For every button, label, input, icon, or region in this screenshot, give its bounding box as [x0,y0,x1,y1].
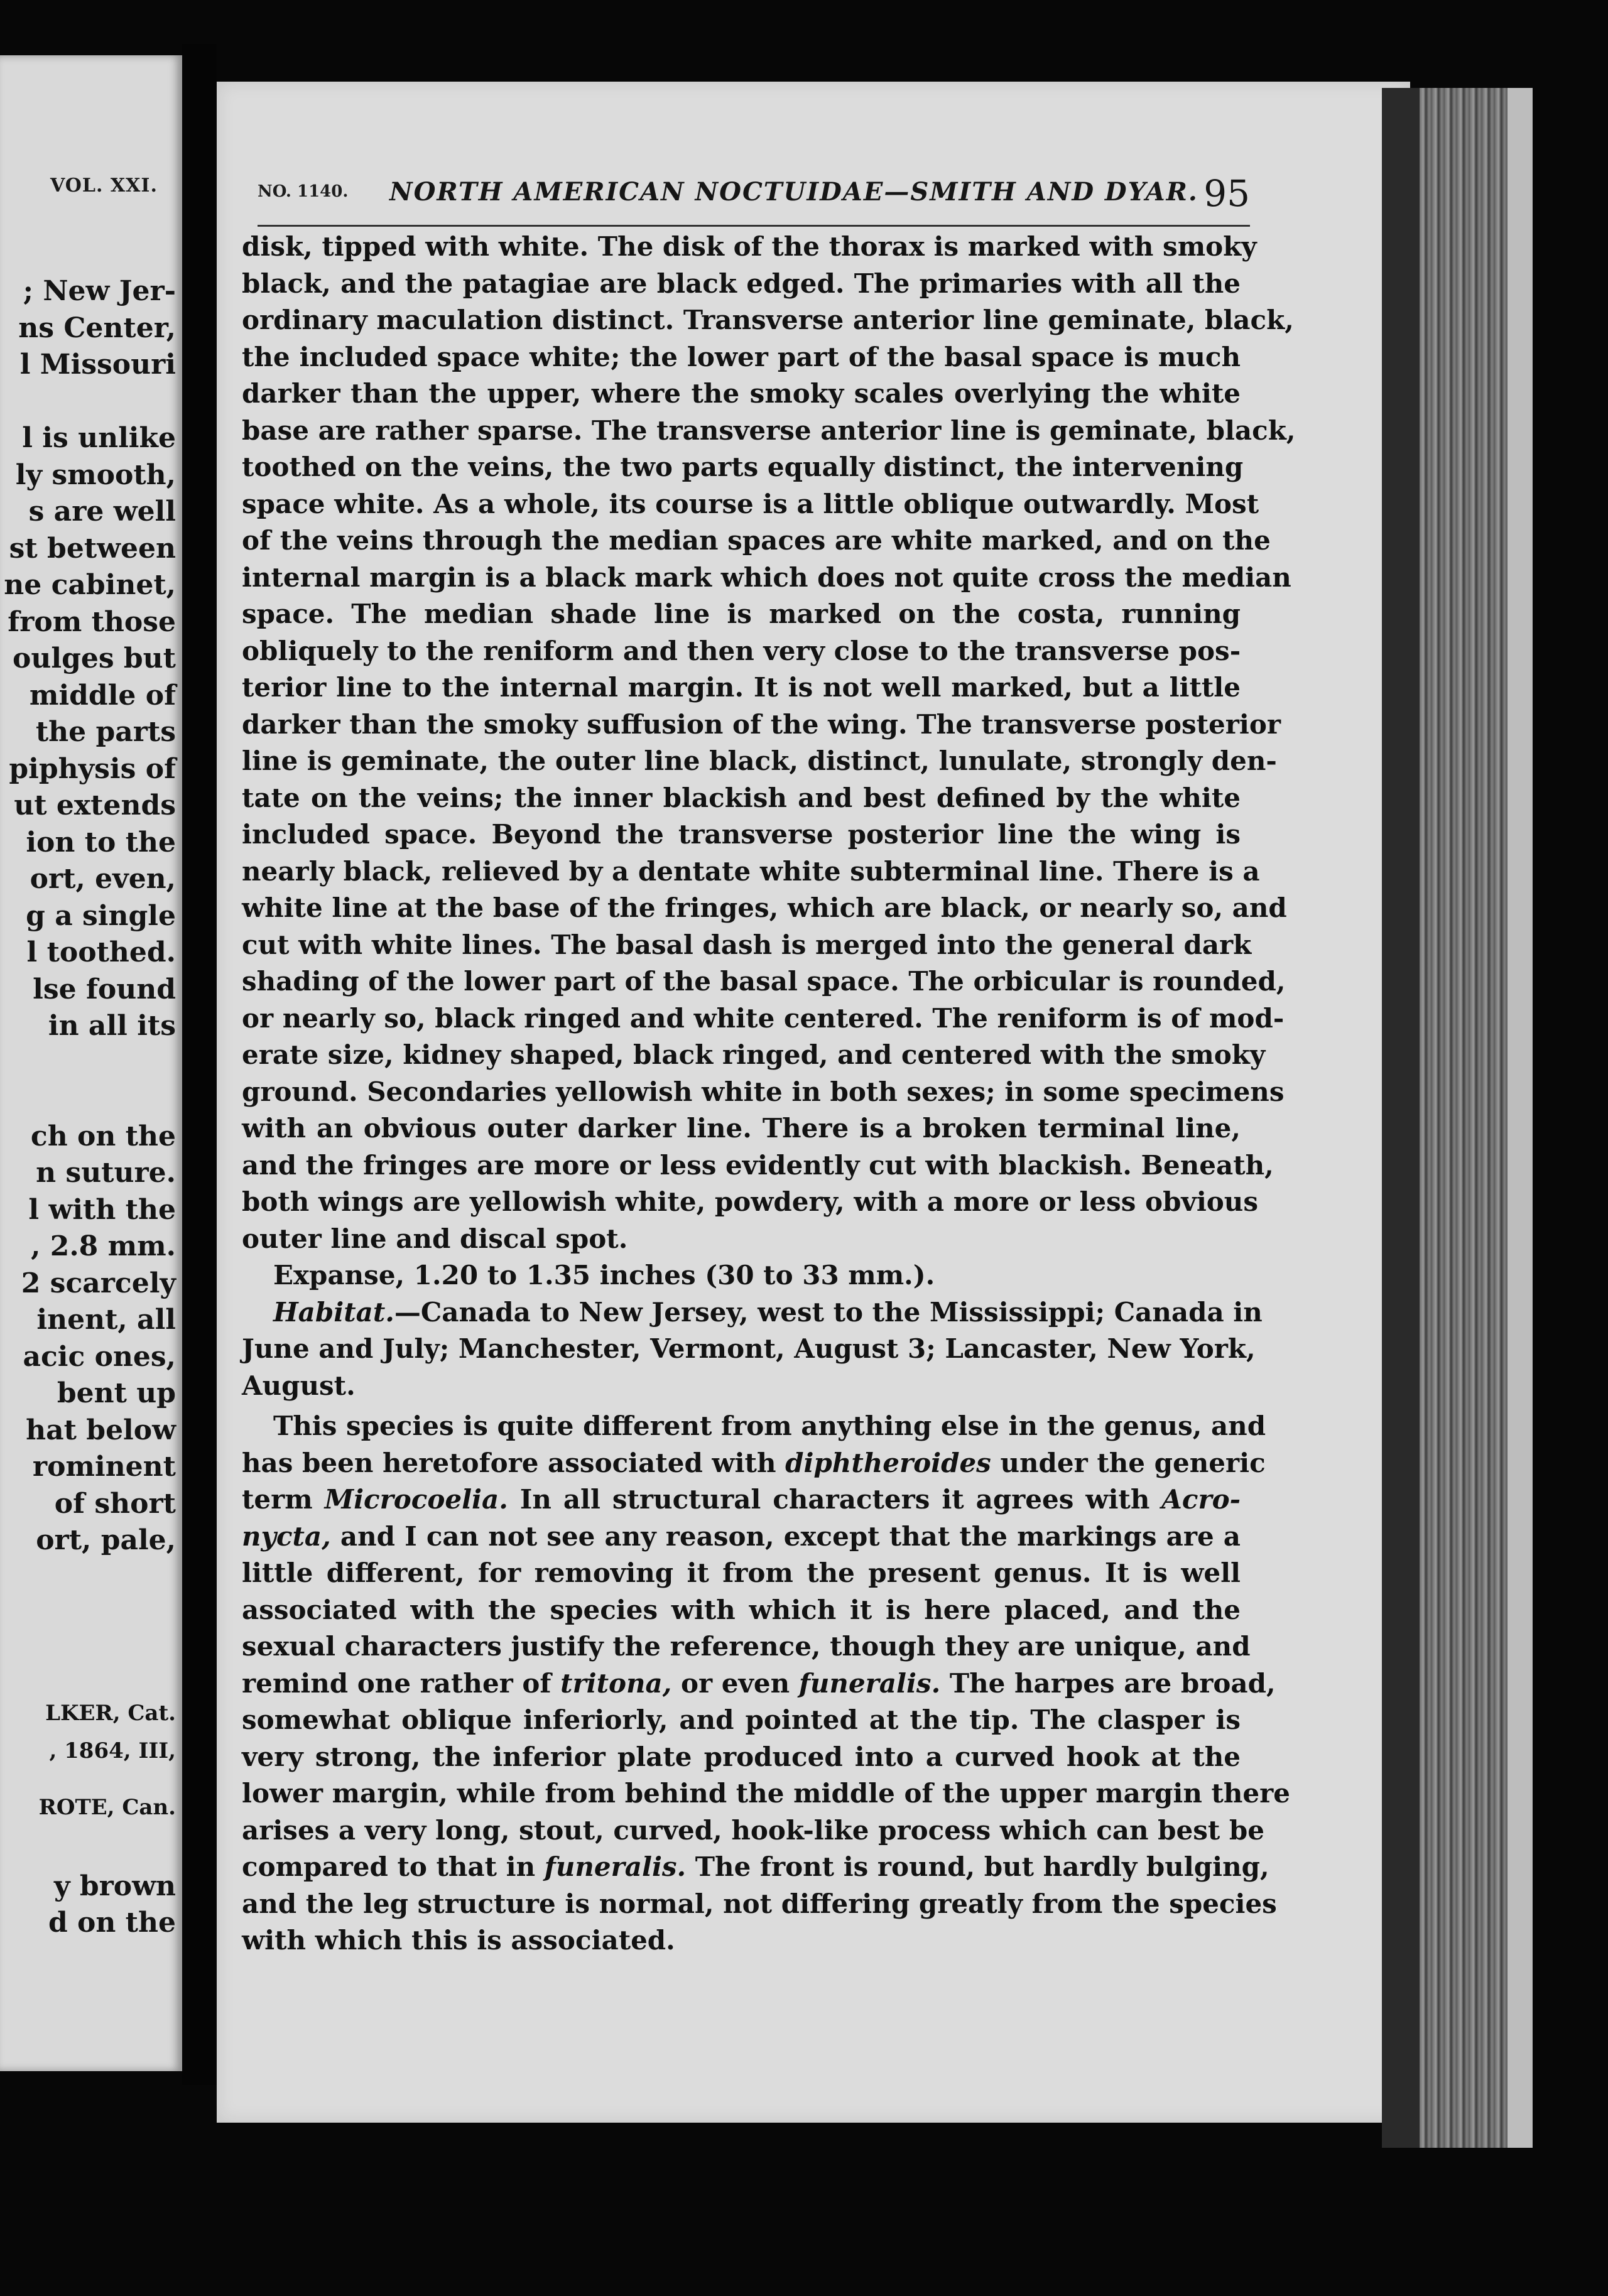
page-number: 95 [1203,172,1250,215]
facing-page-header: VOL. XXI. [50,175,158,197]
facing-page-line: inent, all [36,1304,176,1336]
facing-page [0,55,182,2071]
text-line: both wings are yellowish white, powdery, with a more or less obvious [242,1186,1258,1217]
text-line: and the fringes are more or less evidently cut with blackish. Beneath, [242,1149,1274,1181]
facing-page-line: middle of [29,679,176,712]
paragraph-description [242,229,1296,1257]
text-line: This species is quite different from anything else in the genus, and [273,1411,1266,1441]
text-line: and the leg structure is normal, not differing greatly from the species [242,1888,1277,1919]
text-line: of the veins through the median spaces are white marked, and on the [242,525,1271,556]
text-line: little different, for removing it from the present genus. It is well [242,1557,1241,1588]
running-title: NORTH AMERICAN NOCTUIDAE—SMITH AND DYAR. [389,177,1198,207]
text-line: white line at the base of the fringes, which are black, or nearly so, and [242,892,1287,923]
text-line: ground. Secondaries yellowish white in both sexes; in some specimens [242,1076,1285,1107]
facing-page-line: ut extends [14,789,176,821]
facing-page-line: the parts [35,716,176,748]
body-text [242,229,1296,1959]
facing-page-line: lse found [33,973,176,1005]
facing-page-line: l with the [28,1193,176,1226]
facing-page-line: of short [54,1487,176,1520]
text-line: lower margin, while from behind the middle of the upper margin there [242,1778,1291,1809]
facing-page-line: hat below [26,1414,176,1446]
text-line: nearly black, relieved by a dentate white subterminal line. There is a [242,855,1260,887]
facing-page-line: d on the [48,1907,176,1939]
habitat-line: June and July; Manchester, Vermont, August 3; Lancaster, New York, [242,1333,1256,1364]
facing-page-line: n suture. [36,1157,176,1189]
page-edges [1382,88,1533,2148]
text-line: sexual characters justify the reference, though they are unique, and [242,1631,1251,1662]
text-line: term Microcoelia. In all structural characters it agrees with Acro- [242,1484,1241,1515]
facing-page-line: ne cabinet, [4,569,176,601]
facing-page-line: ; New Jer- [23,275,176,307]
text-line: terior line to the internal margin. It is not well marked, but a little [242,672,1241,703]
facing-page-line: ort, pale, [36,1524,176,1556]
text-line: disk, tipped with white. The disk of the thorax is marked with smoky [242,231,1257,262]
text-line: space white. As a whole, its course is a little oblique outwardly. Most [242,488,1259,519]
text-line: darker than the smoky suffusion of the wing. The transverse posterior [242,708,1281,740]
text-line: very strong, the inferior plate produced into a curved hook at the [242,1741,1241,1772]
facing-page-reference: ROTE, Can. [38,1795,176,1820]
habitat-line: Habitat.—Canada to New Jersey, west to the Mississippi; Canada in [273,1296,1263,1328]
text-line: has been heretofore associated with diphtheroides under the generic [242,1447,1266,1478]
facing-page-line: 2 scarcely [21,1267,176,1299]
text-line: line is geminate, the outer line black, distinct, lunulate, strongly den- [242,745,1277,776]
text-line: compared to that in funeralis. The front is round, but hardly bulging, [242,1851,1269,1882]
facing-page-line: in all its [48,1010,176,1042]
header-rule [258,225,1250,227]
text-line: toothed on the veins, the two parts equally distinct, the intervening [242,452,1244,482]
facing-page-line: ion to the [26,826,176,858]
text-line: somewhat oblique inferiorly, and pointed at the tip. The clasper is [242,1704,1241,1735]
facing-page-line: ns Center, [18,311,176,344]
text-line: tate on the veins; the inner blackish and best defined by the white [242,782,1241,813]
text-line: with an obvious outer darker line. There is a broken terminal line, [242,1113,1241,1144]
facing-page-line: st between [9,532,176,565]
facing-page-reference: , 1864, III, [49,1738,176,1763]
text-line: base are rather sparse. The transverse anterior line is geminate, black, [242,414,1296,446]
text-line: internal margin is a black mark which does not quite cross the median [242,561,1291,593]
facing-page-line: ch on the [30,1120,176,1152]
facing-page-line: s are well [28,495,176,528]
facing-page-line: l toothed. [26,936,176,968]
facing-page-line: g a single [26,899,176,932]
facing-page-line: acic ones, [23,1340,176,1373]
text-line: included space. Beyond the transverse posterior line the wing is [242,819,1241,850]
text-line: associated with the species with which it is here placed, and the [242,1594,1241,1625]
running-header [258,172,1250,221]
facing-page-line: y brown [53,1870,176,1902]
expanse-line: Expanse, 1.20 to 1.35 inches (30 to 33 mm.). [273,1260,935,1291]
facing-page-reference: LKER, Cat. [45,1701,176,1726]
text-line: darker than the upper, where the smoky scales overlying the white [242,378,1241,409]
text-line: black, and the patagiae are black edged. The primaries with all the [242,268,1241,299]
text-line: space. The median shade line is marked on the costa, running [242,598,1241,629]
text-line: shading of the lower part of the basal space. The orbicular is rounded, [242,966,1286,997]
facing-page-line: , 2.8 mm. [31,1230,176,1262]
text-line: erate size, kidney shaped, black ringed, and centered with the smoky [242,1039,1266,1070]
text-line: cut with white lines. The basal dash is merged into the general dark [242,929,1252,960]
facing-page-line: l Missouri [19,349,176,381]
facing-page-line: ort, even, [30,863,176,895]
text-line: with which this is associated. [242,1925,675,1956]
facing-page-line: ly smooth, [15,458,176,491]
text-line: the included space white; the lower part of the basal space is much [242,341,1241,372]
facing-page-line: from those [8,605,176,638]
facing-page-line: rominent [32,1451,176,1483]
facing-page-line: oulges but [13,642,176,674]
book-gutter [182,44,217,2085]
text-line: arises a very long, stout, curved, hook-like process which can best be [242,1814,1265,1846]
publication-number: NO. 1140. [258,182,349,201]
text-line: remind one rather of tritona, or even funeralis. The harpes are broad, [242,1667,1276,1699]
facing-page-line: bent up [57,1377,176,1409]
habitat-line: August. [242,1370,356,1401]
facing-page-line: piphysis of [9,752,176,785]
text-line: outer line and discal spot. [242,1223,628,1254]
facing-page-line: l is unlike [22,422,176,454]
text-line: nycta, and I can not see any reason, except that the markings are a [242,1520,1241,1552]
text-line: obliquely to the reniform and then very close to the transverse pos- [242,635,1241,666]
text-line: ordinary maculation distinct. Transverse anterior line geminate, black, [242,305,1294,335]
text-line: or nearly so, black ringed and white centered. The reniform is of mod- [242,1002,1285,1034]
